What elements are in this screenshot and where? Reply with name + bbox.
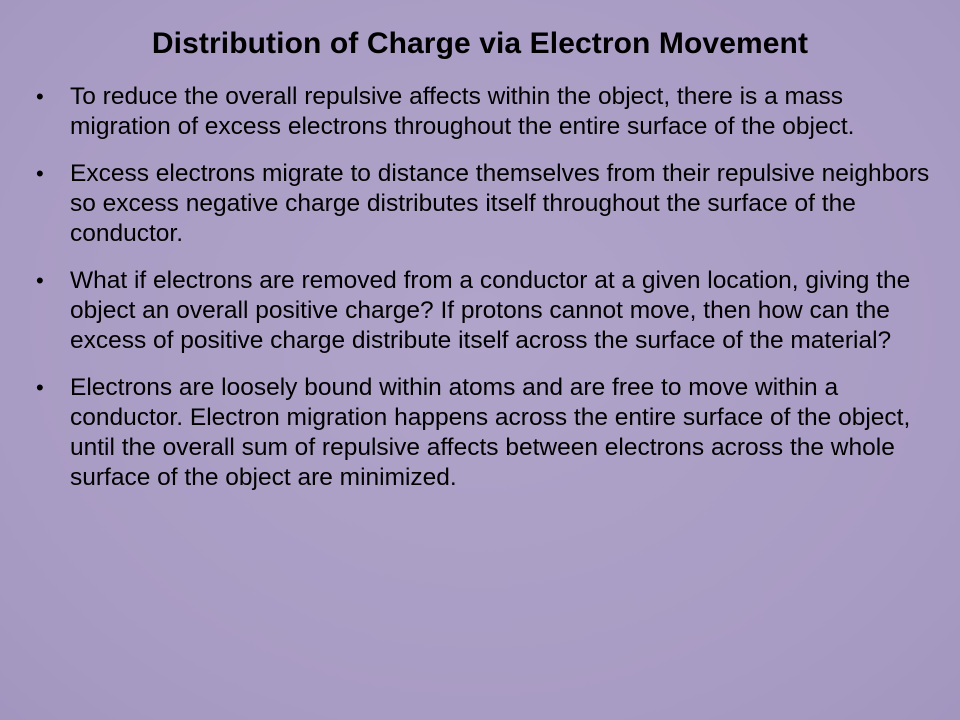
bullet-text: Electrons are loosely bound within atoms and are free to move within a conductor. Electron migration happens across the entire surface of the object, until the overall sum of repulsive affects between electrons across the whole surface of the object are minimized. [70,374,911,491]
bullet-item [36,159,936,249]
bullet-item [36,373,936,493]
bullet-item [36,266,936,356]
bullet-item [36,82,936,142]
bullet-text: Excess electrons migrate to distance themselves from their repulsive neighbors so excess negative charge distributes itself throughout the surface of the conductor. [70,160,930,247]
bullet-icon: • [36,268,44,293]
bullet-icon: • [36,161,44,186]
bullet-text: To reduce the overall repulsive affects within the object, there is a mass migration of excess electrons throughout the entire surface of the object. [70,83,855,140]
bullet-icon: • [36,375,44,400]
bullet-list [36,82,936,510]
bullet-icon: • [36,84,44,109]
bullet-text: What if electrons are removed from a conductor at a given location, giving the object an overall positive charge? If protons cannot move, then how can the excess of positive charge distribute itself across the surface of the material? [70,267,911,354]
slide-title: Distribution of Charge via Electron Movement [151,27,809,60]
